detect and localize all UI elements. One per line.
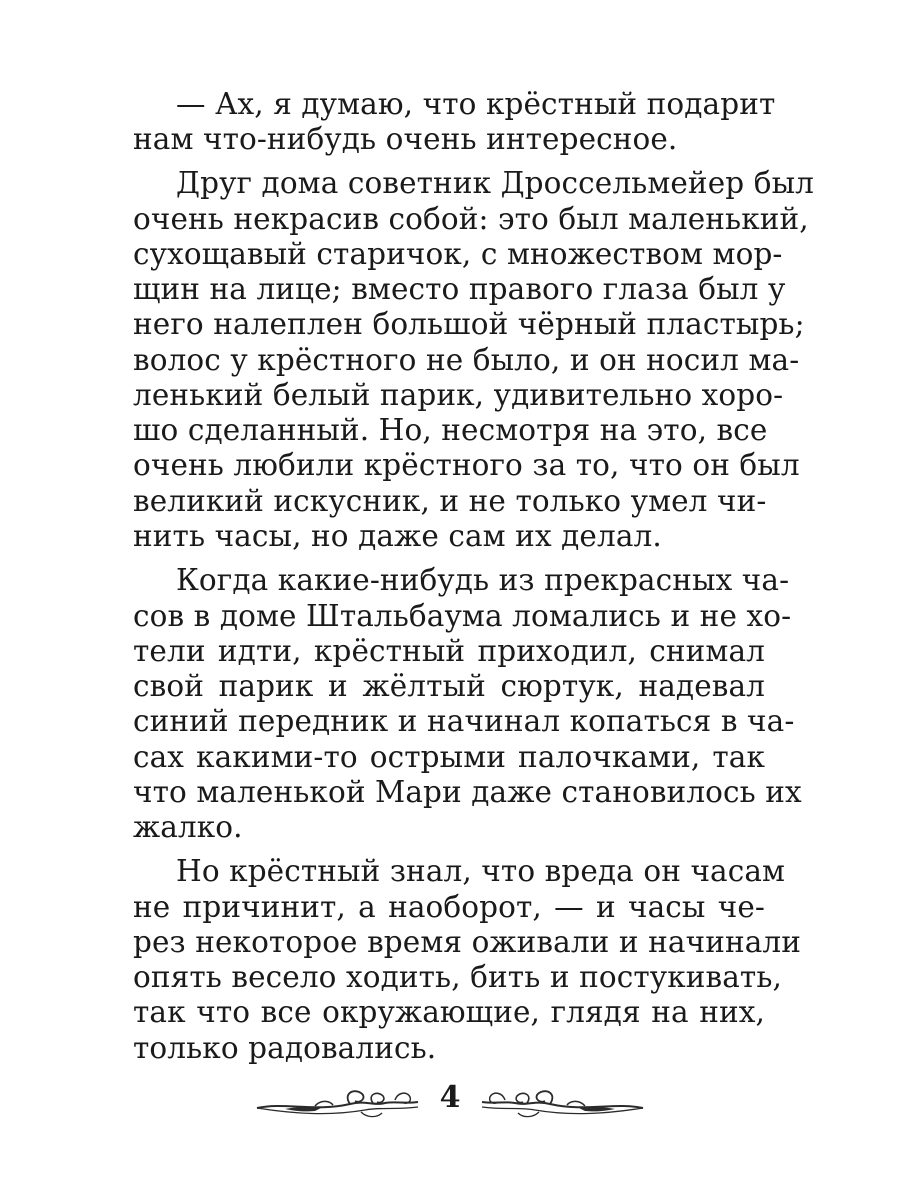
text-line: рез некоторое время оживали и начинали <box>133 925 802 959</box>
page-footer <box>0 1072 900 1132</box>
text-line: что маленькой Мари даже становилось их <box>133 775 802 809</box>
text-line: нам что-нибудь очень интересное. <box>133 122 678 156</box>
text-line: Друг дома советник Дроссельмейер был <box>176 166 814 200</box>
flourish-ornament-icon <box>255 1082 420 1122</box>
text-line: жалко. <box>133 810 243 844</box>
text-line: не причинит, а наоборот, — и часы че- <box>133 890 765 924</box>
text-line: шо сделанный. Но, несмотря на это, все <box>133 413 768 447</box>
text-line: сухощавый старичок, с множеством мор- <box>133 237 783 271</box>
text-line: тели идти, крёстный приходил, снимал <box>133 634 765 668</box>
text-line: Но крёстный знал, что вреда он часам <box>176 854 786 888</box>
text-line: очень любили крёстного за то, что он был <box>133 448 800 482</box>
text-line: нить часы, но даже сам их делал. <box>133 519 662 553</box>
text-line: великий искусник, и не только умел чи- <box>133 484 767 518</box>
text-line: ленький белый парик, удивительно хоро- <box>133 378 784 412</box>
text-line: синий передник и начинал копаться в ча- <box>133 704 795 738</box>
text-line: щин на лице; вместо правого глаза был у <box>133 272 786 306</box>
text-line: сов в доме Штальбаума ломались и не хо- <box>133 599 792 633</box>
text-line: только радовались. <box>133 1031 437 1065</box>
text-line: сах какими-то острыми палочками, так <box>133 740 765 774</box>
text-line: очень некрасив собой: это был маленький, <box>133 202 809 236</box>
text-line: опять весело ходить, бить и постукивать, <box>133 960 782 994</box>
page-number: 4 <box>439 1080 461 1115</box>
text-line: — Ах, я думаю, что крёстный подарит <box>176 87 776 121</box>
text-line: свой парик и жёлтый сюртук, надевал <box>133 669 765 703</box>
flourish-ornament-icon <box>480 1082 645 1122</box>
text-line: него налеплен большой чёрный пластырь; <box>133 307 805 341</box>
text-line: волос у крёстного не было, и он носил ма- <box>133 343 800 377</box>
text-line: так что все окружающие, глядя на них, <box>133 995 765 1029</box>
text-line: Когда какие-нибудь из прекрасных ча- <box>176 563 790 597</box>
